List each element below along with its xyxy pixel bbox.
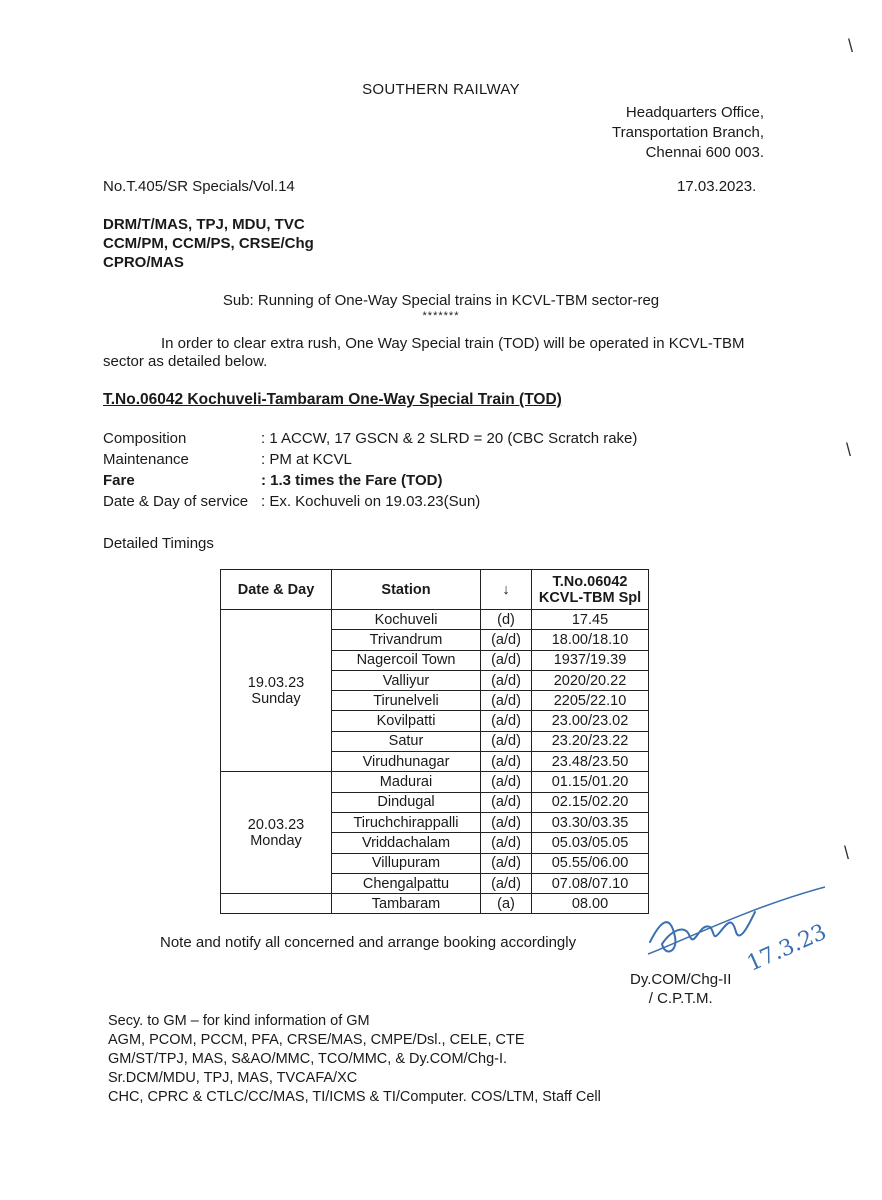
time-cell: 23.20/23.22 [532,731,649,751]
svg-text:17.3.23: 17.3.23 [743,919,831,977]
subject-line: Sub: Running of One-Way Special trains in KCVL-TBM sector-reg [222,292,660,309]
office-line: Chennai 600 003. [645,144,765,161]
ad-cell: (a) [481,894,532,914]
addressee-line: CCM/PM, CCM/PS, CRSE/Chg [103,235,314,252]
station-cell: Madurai [332,772,481,792]
header-station: Station [332,570,481,610]
day-cell [221,610,332,772]
header-arrow: ↓ [481,570,532,610]
designation-line: Dy.COM/Chg-II [630,971,732,988]
detail-label: Maintenance [103,451,189,468]
office-address [612,103,764,163]
detail-row [103,428,637,449]
ad-cell: (a/d) [481,792,532,812]
detail-row [103,449,637,470]
timings-label: Detailed Timings [103,535,214,552]
day-name: Sunday [251,690,301,707]
org-title: SOUTHERN RAILWAY [362,81,520,98]
copy-to-line: Sr.DCM/MDU, TPJ, MAS, TVCAFA/XC [108,1070,358,1086]
ad-cell: (a/d) [481,873,532,893]
header-train-name: KCVL-TBM Spl [538,589,642,606]
header-train-number: T.No.06042 [552,573,628,590]
ad-cell: (a/d) [481,853,532,873]
ad-cell: (a/d) [481,731,532,751]
day-cell [221,772,332,894]
letter-date: 17.03.2023. [677,178,757,195]
addressee-line: DRM/T/MAS, TPJ, MDU, TVC [103,216,305,233]
time-cell: 01.15/01.20 [532,772,649,792]
ad-cell: (a/d) [481,691,532,711]
copy-to-line: GM/ST/TPJ, MAS, S&AO/MMC, TCO/MMC, & Dy.COM/Chg-I. [108,1051,508,1067]
office-line: Transportation Branch, [612,124,765,141]
time-cell: 02.15/02.20 [532,792,649,812]
ad-cell: (a/d) [481,670,532,690]
signature-image [640,882,840,982]
timings-table [220,569,649,914]
table-row [221,772,649,792]
detail-row [103,491,637,512]
table-row [221,894,649,914]
day-date: 19.03.23 [247,674,305,691]
time-cell: 23.00/23.02 [532,711,649,731]
ad-cell: (a/d) [481,650,532,670]
header-date-day: Date & Day [221,570,332,610]
addressee-line: CPRO/MAS [103,254,184,271]
station-cell: Chengalpattu [332,873,481,893]
time-cell: 05.55/06.00 [532,853,649,873]
detail-row [103,470,637,491]
station-cell: Dindugal [332,792,481,812]
office-line: Headquarters Office, [625,104,765,121]
margin-mark: \ [848,36,854,56]
ad-cell: (a/d) [481,772,532,792]
detail-value: : PM at KCVL [261,451,352,468]
designation-line: / C.P.T.M. [648,990,713,1007]
blank-day-cell [221,894,332,914]
station-cell: Tiruchchirappalli [332,812,481,832]
signatory-designation [630,970,731,1008]
margin-mark: \ [844,843,850,863]
detail-label: Composition [103,430,187,447]
margin-mark: \ [846,440,852,460]
copy-to-line: AGM, PCOM, PCCM, PFA, CRSE/MAS, CMPE/Dsl., CELE, CTE [108,1032,525,1048]
detail-label: Fare [103,472,135,489]
ad-cell: (d) [481,610,532,630]
station-cell: Satur [332,731,481,751]
station-cell: Villupuram [332,853,481,873]
time-cell: 18.00/18.10 [532,630,649,650]
ad-cell: (a/d) [481,833,532,853]
time-cell: 07.08/07.10 [532,873,649,893]
time-cell: 2020/20.22 [532,670,649,690]
day-date: 20.03.23 [247,816,305,833]
station-cell: Virudhunagar [332,752,481,772]
subject-stars: ******* [422,310,460,322]
station-cell: Vriddachalam [332,833,481,853]
time-cell: 03.30/03.35 [532,812,649,832]
station-cell: Kochuveli [332,610,481,630]
header-train [532,570,649,610]
station-cell: Kovilpatti [332,711,481,731]
train-heading: T.No.06042 Kochuveli-Tambaram One-Way Special Train (TOD) [103,391,562,408]
table-header-row [221,570,649,610]
addressees [103,215,314,272]
note-line: Note and notify all concerned and arrange booking accordingly [160,934,577,951]
time-cell: 2205/22.10 [532,691,649,711]
body-paragraph: In order to clear extra rush, One Way Special train (TOD) will be operated in KCVL-TBM sector as detailed below. [103,335,745,370]
ad-cell: (a/d) [481,630,532,650]
detail-value: : Ex. Kochuveli on 19.03.23(Sun) [261,493,481,510]
table-row [221,610,649,630]
detail-value: : 1.3 times the Fare (TOD) [261,472,443,489]
station-cell: Nagercoil Town [332,650,481,670]
day-name: Monday [250,832,302,849]
copy-to-list [108,1012,601,1107]
time-cell: 05.03/05.05 [532,833,649,853]
reference-number: No.T.405/SR Specials/Vol.14 [103,178,295,195]
station-cell: Valliyur [332,670,481,690]
time-cell: 08.00 [532,894,649,914]
time-cell: 17.45 [532,610,649,630]
station-cell: Tambaram [332,894,481,914]
ad-cell: (a/d) [481,812,532,832]
station-cell: Tirunelveli [332,691,481,711]
detail-value: : 1 ACCW, 17 GSCN & 2 SLRD = 20 (CBC Scratch rake) [261,430,638,447]
copy-to-line: CHC, CPRC & CTLC/CC/MAS, TI/ICMS & TI/Computer. COS/LTM, Staff Cell [108,1089,601,1105]
station-cell: Trivandrum [332,630,481,650]
time-cell: 23.48/23.50 [532,752,649,772]
ad-cell: (a/d) [481,752,532,772]
ad-cell: (a/d) [481,711,532,731]
copy-to-line: Secy. to GM – for kind information of GM [108,1013,370,1029]
train-details [103,428,637,512]
detail-label: Date & Day of service [103,493,249,510]
time-cell: 1937/19.39 [532,650,649,670]
